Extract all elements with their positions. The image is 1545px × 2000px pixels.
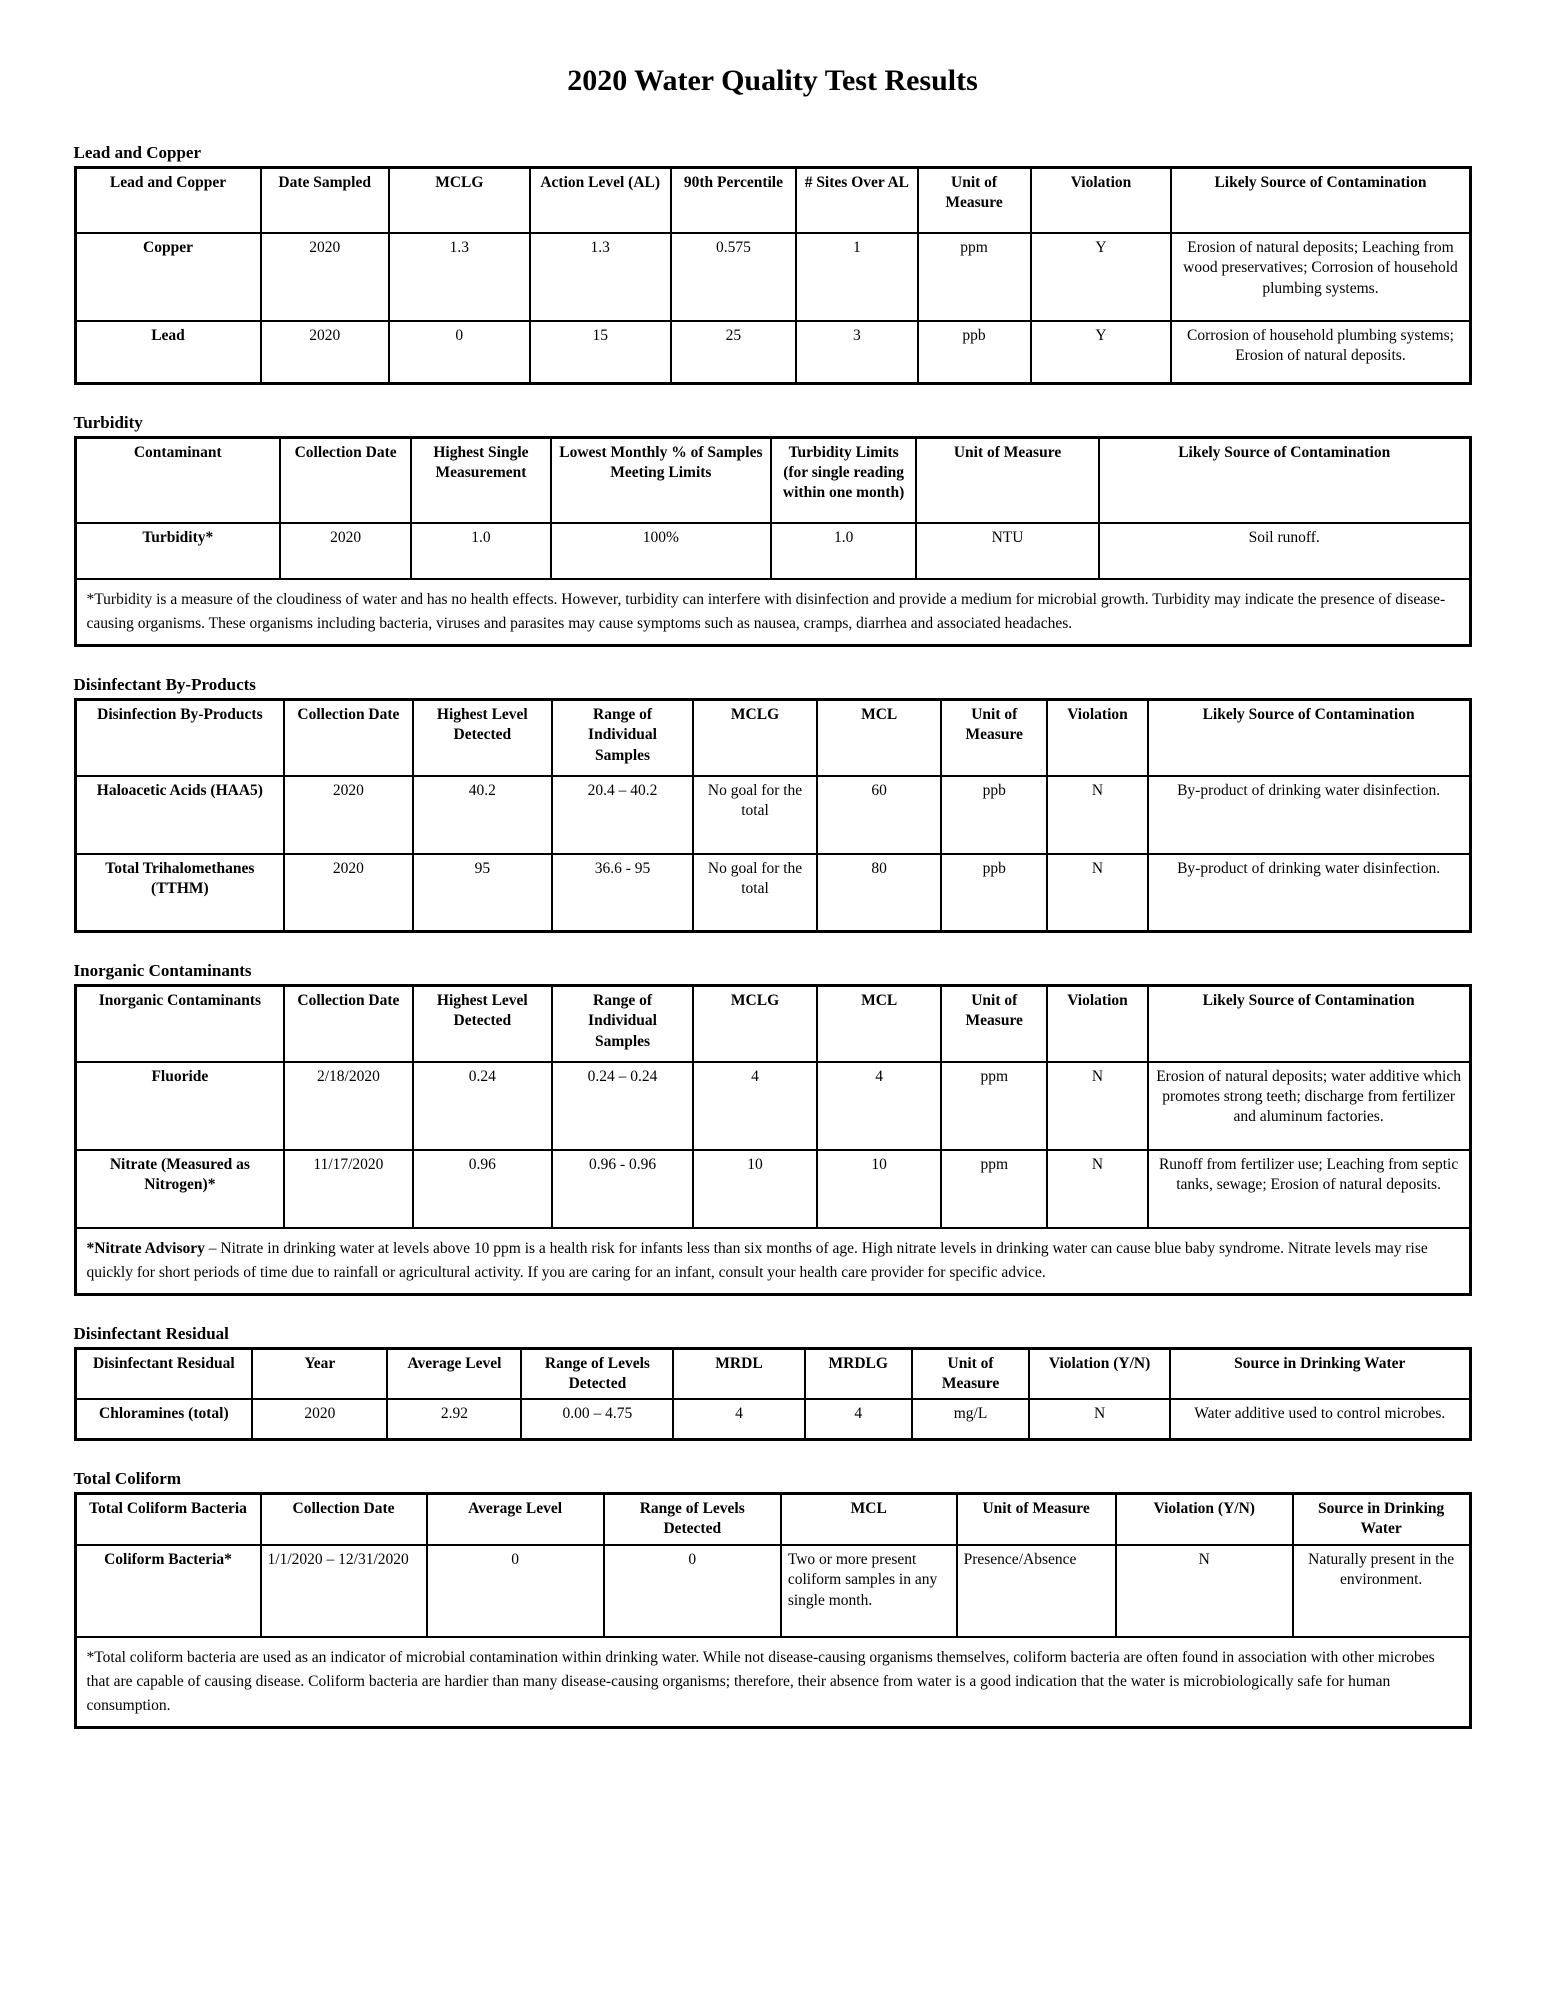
data-cell: N — [1047, 1150, 1147, 1228]
data-cell: NTU — [916, 523, 1099, 579]
data-cell: 1 — [796, 233, 917, 321]
data-cell: 2020 — [280, 523, 411, 579]
header-cell: Violation (Y/N) — [1029, 1348, 1170, 1399]
data-cell: By-product of drinking water disinfection. — [1148, 854, 1470, 932]
header-cell: Likely Source of Contamination — [1171, 167, 1470, 233]
header-row — [75, 167, 1470, 233]
data-cell: 2020 — [284, 854, 412, 932]
table-row — [75, 1150, 1470, 1228]
section-disinfectant-by-products — [74, 675, 1472, 933]
data-cell: ppm — [918, 233, 1031, 321]
data-cell: Presence/Absence — [957, 1545, 1116, 1637]
page-title: 2020 Water Quality Test Results — [567, 64, 978, 97]
header-cell: Highest Level Detected — [413, 986, 553, 1062]
header-cell: MRDL — [673, 1348, 804, 1399]
data-cell: ppb — [941, 854, 1047, 932]
data-cell: 0 — [389, 321, 530, 383]
data-cell: Copper — [75, 233, 261, 321]
table-row — [75, 523, 1470, 579]
lead-and-copper-table — [74, 166, 1472, 385]
header-cell: Disinfection By-Products — [75, 700, 284, 776]
header-row — [75, 1493, 1470, 1544]
header-cell: Average Level — [427, 1493, 604, 1544]
data-cell: Haloacetic Acids (HAA5) — [75, 776, 284, 854]
header-cell: Unit of Measure — [941, 986, 1047, 1062]
header-cell: Collection Date — [284, 986, 412, 1062]
header-cell: Violation — [1047, 700, 1147, 776]
data-cell: 2.92 — [387, 1399, 521, 1439]
header-cell: Range of Levels Detected — [604, 1493, 781, 1544]
header-cell: MCL — [817, 700, 941, 776]
data-cell: 10 — [693, 1150, 817, 1228]
data-cell: Fluoride — [75, 1062, 284, 1150]
data-cell: 1.3 — [530, 233, 671, 321]
data-cell: ppb — [918, 321, 1031, 383]
section-heading-disinfectant-residual: Disinfectant Residual — [73, 1323, 229, 1343]
data-cell: Turbidity* — [75, 523, 280, 579]
data-cell: 60 — [817, 776, 941, 854]
total-coliform-table — [74, 1492, 1472, 1729]
section-disinfectant-residual — [74, 1324, 1472, 1441]
data-cell: Erosion of natural deposits; Leaching from wood preservatives; Corrosion of household plumbing systems. — [1171, 233, 1470, 321]
header-cell: Source in Drinking Water — [1293, 1493, 1470, 1544]
header-cell: Violation (Y/N) — [1116, 1493, 1293, 1544]
header-cell: Unit of Measure — [941, 700, 1047, 776]
section-inorganic-contaminants — [74, 961, 1472, 1296]
header-cell: Collection Date — [284, 700, 412, 776]
header-row — [75, 986, 1470, 1062]
data-cell: Lead — [75, 321, 261, 383]
footnote-row — [75, 579, 1470, 646]
header-cell: Unit of Measure — [918, 167, 1031, 233]
data-cell: 40.2 — [413, 776, 553, 854]
data-cell: Coliform Bacteria* — [75, 1545, 261, 1637]
section-lead-and-copper — [74, 143, 1472, 385]
header-cell: # Sites Over AL — [796, 167, 917, 233]
header-row — [75, 700, 1470, 776]
data-cell: 2/18/2020 — [284, 1062, 412, 1150]
data-cell: Y — [1031, 233, 1172, 321]
header-cell: Inorganic Contaminants — [75, 986, 284, 1062]
data-cell: Chloramines (total) — [75, 1399, 252, 1439]
header-cell: Unit of Measure — [916, 437, 1099, 523]
data-cell: 11/17/2020 — [284, 1150, 412, 1228]
data-cell: N — [1047, 854, 1147, 932]
data-cell: Runoff from fertilizer use; Leaching from septic tanks, sewage; Erosion of natural deposits. — [1148, 1150, 1470, 1228]
header-cell: Action Level (AL) — [530, 167, 671, 233]
disinfectant-by-products-table — [74, 698, 1472, 933]
data-cell: 20.4 – 40.2 — [552, 776, 693, 854]
data-cell: N — [1029, 1399, 1170, 1439]
data-cell: mg/L — [912, 1399, 1029, 1439]
section-turbidity — [74, 413, 1472, 648]
data-cell: N — [1116, 1545, 1293, 1637]
header-cell: Turbidity Limits (for single reading within one month) — [771, 437, 916, 523]
header-cell: Unit of Measure — [912, 1348, 1029, 1399]
header-cell: Highest Level Detected — [413, 700, 553, 776]
header-cell: Highest Single Measurement — [411, 437, 551, 523]
data-cell: Water additive used to control microbes. — [1170, 1399, 1470, 1439]
data-cell: 2020 — [252, 1399, 387, 1439]
data-cell: Soil runoff. — [1099, 523, 1470, 579]
data-cell: 1/1/2020 – 12/31/2020 — [261, 1545, 427, 1637]
header-cell: Contaminant — [75, 437, 280, 523]
section-heading-total-coliform: Total Coliform — [73, 1468, 182, 1488]
data-cell: Y — [1031, 321, 1172, 383]
section-heading-turbidity: Turbidity — [73, 412, 143, 432]
data-cell: 2020 — [284, 776, 412, 854]
header-cell: MCLG — [389, 167, 530, 233]
header-cell: Lowest Monthly % of Samples Meeting Limits — [551, 437, 771, 523]
header-cell: Range of Individual Samples — [552, 986, 693, 1062]
data-cell: 10 — [817, 1150, 941, 1228]
header-cell: Violation — [1047, 986, 1147, 1062]
data-cell: 25 — [671, 321, 797, 383]
disinfectant-residual-table — [74, 1347, 1472, 1441]
section-heading-disinfectant-by-products: Disinfectant By-Products — [73, 675, 256, 695]
header-cell: Likely Source of Contamination — [1148, 700, 1470, 776]
data-cell: 0.24 — [413, 1062, 553, 1150]
section-heading-inorganic-contaminants: Inorganic Contaminants — [73, 961, 252, 981]
header-cell: MCLG — [693, 700, 817, 776]
header-cell: Violation — [1031, 167, 1172, 233]
data-cell: Two or more present coliform samples in any single month. — [781, 1545, 957, 1637]
data-cell: No goal for the total — [693, 854, 817, 932]
data-cell: 0 — [427, 1545, 604, 1637]
header-cell: Lead and Copper — [75, 167, 261, 233]
header-row — [75, 1348, 1470, 1399]
header-cell: MCL — [781, 1493, 957, 1544]
turbidity-table — [74, 436, 1472, 648]
table-row — [75, 1062, 1470, 1150]
footnote-cell: *Nitrate Advisory – Nitrate in drinking water at levels above 10 ppm is a health risk for infants less than six months of age. High nitrate levels in drinking water can cause blue baby syndrome. Nitrate levels may rise quickly for short periods of time due to rainfall or agricultural activity. If you are caring for an infant, consult your health care provider for specific advice. — [75, 1228, 1470, 1295]
data-cell: Total Trihalomethanes (TTHM) — [75, 854, 284, 932]
header-cell: Unit of Measure — [957, 1493, 1116, 1544]
data-cell: N — [1047, 776, 1147, 854]
header-cell: MCL — [817, 986, 941, 1062]
table-row — [75, 321, 1470, 383]
footnote-cell: *Turbidity is a measure of the cloudiness of water and has no health effects. However, turbidity can interfere with disinfection and provide a medium for microbial growth. Turbidity may indicate the presence of disease-causing organisms. These organisms including bacteria, viruses and parasites may cause symptoms such as nausea, cramps, diarrhea and associated headaches. — [75, 579, 1470, 646]
header-cell: Collection Date — [261, 1493, 427, 1544]
data-cell: 4 — [693, 1062, 817, 1150]
data-cell: Corrosion of household plumbing systems; Erosion of natural deposits. — [1171, 321, 1470, 383]
data-cell: ppm — [941, 1062, 1047, 1150]
document-page — [74, 0, 1472, 1729]
header-cell: Likely Source of Contamination — [1148, 986, 1470, 1062]
table-row — [75, 854, 1470, 932]
section-heading-lead-and-copper: Lead and Copper — [73, 142, 202, 162]
table-row — [75, 1399, 1470, 1439]
data-cell: 0.575 — [671, 233, 797, 321]
header-cell: Date Sampled — [261, 167, 389, 233]
data-cell: N — [1047, 1062, 1147, 1150]
data-cell: ppm — [941, 1150, 1047, 1228]
header-cell: Total Coliform Bacteria — [75, 1493, 261, 1544]
data-cell: 15 — [530, 321, 671, 383]
data-cell: 2020 — [261, 321, 389, 383]
header-cell: Average Level — [387, 1348, 521, 1399]
footnote-cell: *Total coliform bacteria are used as an indicator of microbial contamination within drinking water. While not disease-causing organisms themselves, coliform bacteria are often found in association with other microbes that are capable of causing disease. Coliform bacteria are hardier than many disease-causing organisms; therefore, their absence from water is a good indication that the water is microbiologically safe for human consumption. — [75, 1637, 1470, 1728]
data-cell: 4 — [805, 1399, 912, 1439]
footnote-row — [75, 1228, 1470, 1295]
header-cell: Range of Levels Detected — [521, 1348, 673, 1399]
table-row — [75, 1545, 1470, 1637]
header-cell: Collection Date — [280, 437, 411, 523]
data-cell: 1.3 — [389, 233, 530, 321]
data-cell: 0.24 – 0.24 — [552, 1062, 693, 1150]
header-row — [75, 437, 1470, 523]
table-row — [75, 776, 1470, 854]
header-cell: Source in Drinking Water — [1170, 1348, 1470, 1399]
data-cell: 0.96 - 0.96 — [552, 1150, 693, 1228]
header-cell: 90th Percentile — [671, 167, 797, 233]
data-cell: 4 — [817, 1062, 941, 1150]
table-row — [75, 233, 1470, 321]
header-cell: Disinfectant Residual — [75, 1348, 252, 1399]
data-cell: 1.0 — [411, 523, 551, 579]
section-total-coliform — [74, 1469, 1472, 1729]
header-cell: Year — [252, 1348, 387, 1399]
data-cell: 1.0 — [771, 523, 916, 579]
data-cell: Erosion of natural deposits; water additive which promotes strong teeth; discharge from fertilizer and aluminum factories. — [1148, 1062, 1470, 1150]
data-cell: 95 — [413, 854, 553, 932]
data-cell: Nitrate (Measured as Nitrogen)* — [75, 1150, 284, 1228]
header-cell: MRDLG — [805, 1348, 912, 1399]
data-cell: 4 — [673, 1399, 804, 1439]
data-cell: 0.00 – 4.75 — [521, 1399, 673, 1439]
data-cell: ppb — [941, 776, 1047, 854]
data-cell: 0.96 — [413, 1150, 553, 1228]
data-cell: 2020 — [261, 233, 389, 321]
inorganic-contaminants-table — [74, 984, 1472, 1296]
data-cell: 80 — [817, 854, 941, 932]
data-cell: 0 — [604, 1545, 781, 1637]
header-cell: MCLG — [693, 986, 817, 1062]
header-cell: Likely Source of Contamination — [1099, 437, 1470, 523]
data-cell: 36.6 - 95 — [552, 854, 693, 932]
data-cell: By-product of drinking water disinfection. — [1148, 776, 1470, 854]
data-cell: Naturally present in the environment. — [1293, 1545, 1470, 1637]
header-cell: Range of Individual Samples — [552, 700, 693, 776]
data-cell: 100% — [551, 523, 771, 579]
footnote-row — [75, 1637, 1470, 1728]
data-cell: No goal for the total — [693, 776, 817, 854]
data-cell: 3 — [796, 321, 917, 383]
